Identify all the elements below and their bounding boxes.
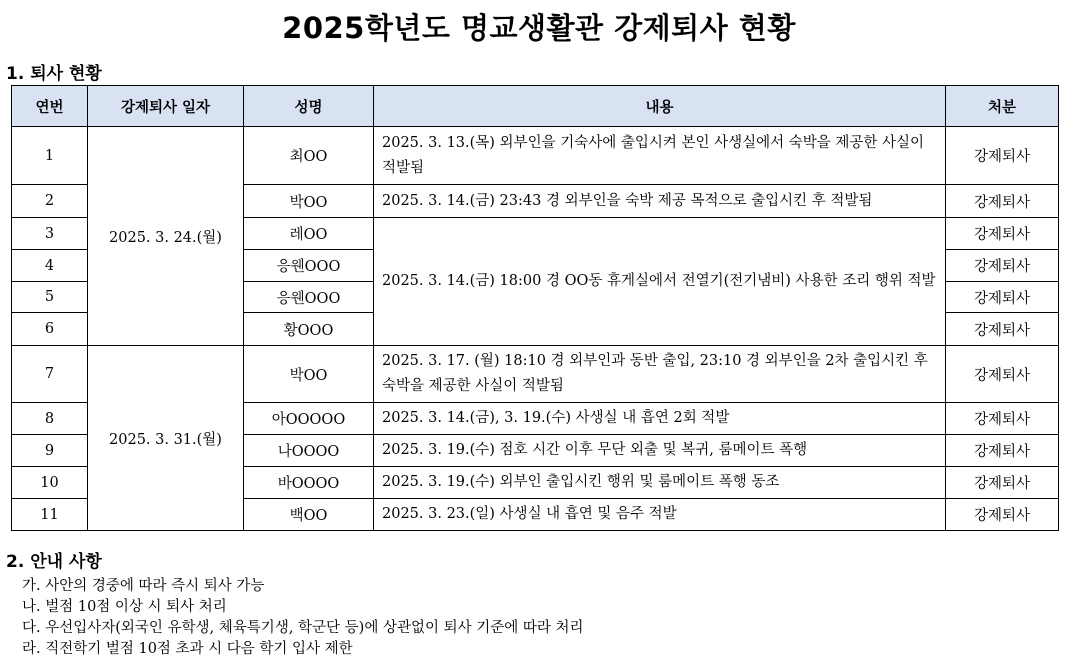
- violation-content: 2025. 3. 13.(목) 외부인을 기숙사에 출입시켜 본인 사생실에서 숙박을 제공한 사실이 적발됨: [374, 127, 946, 185]
- row-no: 11: [12, 499, 88, 531]
- violation-content: 2025. 3. 23.(일) 사생실 내 흡연 및 음주 적발: [374, 499, 946, 531]
- violation-content: 2025. 3. 14.(금) 23:43 경 외부인을 숙박 제공 목적으로 출입시킨 후 적발됨: [374, 185, 946, 218]
- student-name: 응웬OOO: [244, 250, 374, 282]
- expulsion-date: 2025. 3. 31.(월): [88, 346, 244, 531]
- action: 강제퇴사: [946, 499, 1059, 531]
- header-content: 내용: [374, 86, 946, 127]
- table-header-row: [12, 86, 1059, 127]
- student-name: 최OO: [244, 127, 374, 185]
- section-heading-status: 1. 퇴사 현황: [6, 64, 102, 84]
- violation-content: 2025. 3. 14.(금) 18:00 경 OO동 휴게실에서 전열기(전기냄비) 사용한 조리 행위 적발: [374, 218, 946, 346]
- note-item: 라. 직전학기 벌점 10점 초과 시 다음 학기 입사 제한: [22, 641, 353, 657]
- header-date: 강제퇴사 일자: [88, 86, 244, 127]
- note-item: 가. 사안의 경중에 따라 즉시 퇴사 가능: [22, 578, 265, 594]
- row-no: 1: [12, 127, 88, 185]
- action: 강제퇴사: [946, 218, 1059, 250]
- action: 강제퇴사: [946, 127, 1059, 185]
- row-no: 10: [12, 467, 88, 499]
- page-title: 2025학년도 명교생활관 강제퇴사 현황: [282, 11, 796, 45]
- action: 강제퇴사: [946, 346, 1059, 403]
- student-name: 바OOOO: [244, 467, 374, 499]
- row-no: 7: [12, 346, 88, 403]
- action: 강제퇴사: [946, 282, 1059, 313]
- header-no: 연번: [12, 86, 88, 127]
- student-name: 박OO: [244, 346, 374, 403]
- action: 강제퇴사: [946, 313, 1059, 346]
- row-no: 2: [12, 185, 88, 218]
- row-no: 8: [12, 403, 88, 435]
- expulsion-date: 2025. 3. 24.(월): [88, 127, 244, 346]
- notes-list: [22, 576, 583, 660]
- violation-content: 2025. 3. 19.(수) 점호 시간 이후 무단 외출 및 복귀, 룸메이트 폭행: [374, 435, 946, 467]
- header-name: 성명: [244, 86, 374, 127]
- violation-content: 2025. 3. 19.(수) 외부인 출입시킨 행위 및 룸메이트 폭행 동조: [374, 467, 946, 499]
- expulsion-table: [11, 85, 1059, 531]
- student-name: 백OO: [244, 499, 374, 531]
- header-action: 처분: [946, 86, 1059, 127]
- student-name: 나OOOO: [244, 435, 374, 467]
- student-name: 응웬OOO: [244, 282, 374, 313]
- student-name: 황OOO: [244, 313, 374, 346]
- note-item: 나. 벌점 10점 이상 시 퇴사 처리: [22, 599, 227, 615]
- action: 강제퇴사: [946, 250, 1059, 282]
- row-no: 6: [12, 313, 88, 346]
- action: 강제퇴사: [946, 467, 1059, 499]
- section-heading-notes: 2. 안내 사항: [6, 552, 102, 572]
- student-name: 박OO: [244, 185, 374, 218]
- student-name: 레OO: [244, 218, 374, 250]
- action: 강제퇴사: [946, 435, 1059, 467]
- row-no: 4: [12, 250, 88, 282]
- violation-content: 2025. 3. 17. (월) 18:10 경 외부인과 동반 출입, 23:10 경 외부인을 2차 출입시킨 후 숙박을 제공한 사실이 적발됨: [374, 346, 946, 403]
- note-item: 다. 우선입사자(외국인 유학생, 체육특기생, 학군단 등)에 상관없이 퇴사 기준에 따라 처리: [22, 620, 584, 636]
- action: 강제퇴사: [946, 403, 1059, 435]
- row-no: 3: [12, 218, 88, 250]
- table-row: [12, 127, 1059, 185]
- table-row: [12, 346, 1059, 403]
- row-no: 9: [12, 435, 88, 467]
- student-name: 아OOOOO: [244, 403, 374, 435]
- row-no: 5: [12, 282, 88, 313]
- violation-content: 2025. 3. 14.(금), 3. 19.(수) 사생실 내 흡연 2회 적발: [374, 403, 946, 435]
- action: 강제퇴사: [946, 185, 1059, 218]
